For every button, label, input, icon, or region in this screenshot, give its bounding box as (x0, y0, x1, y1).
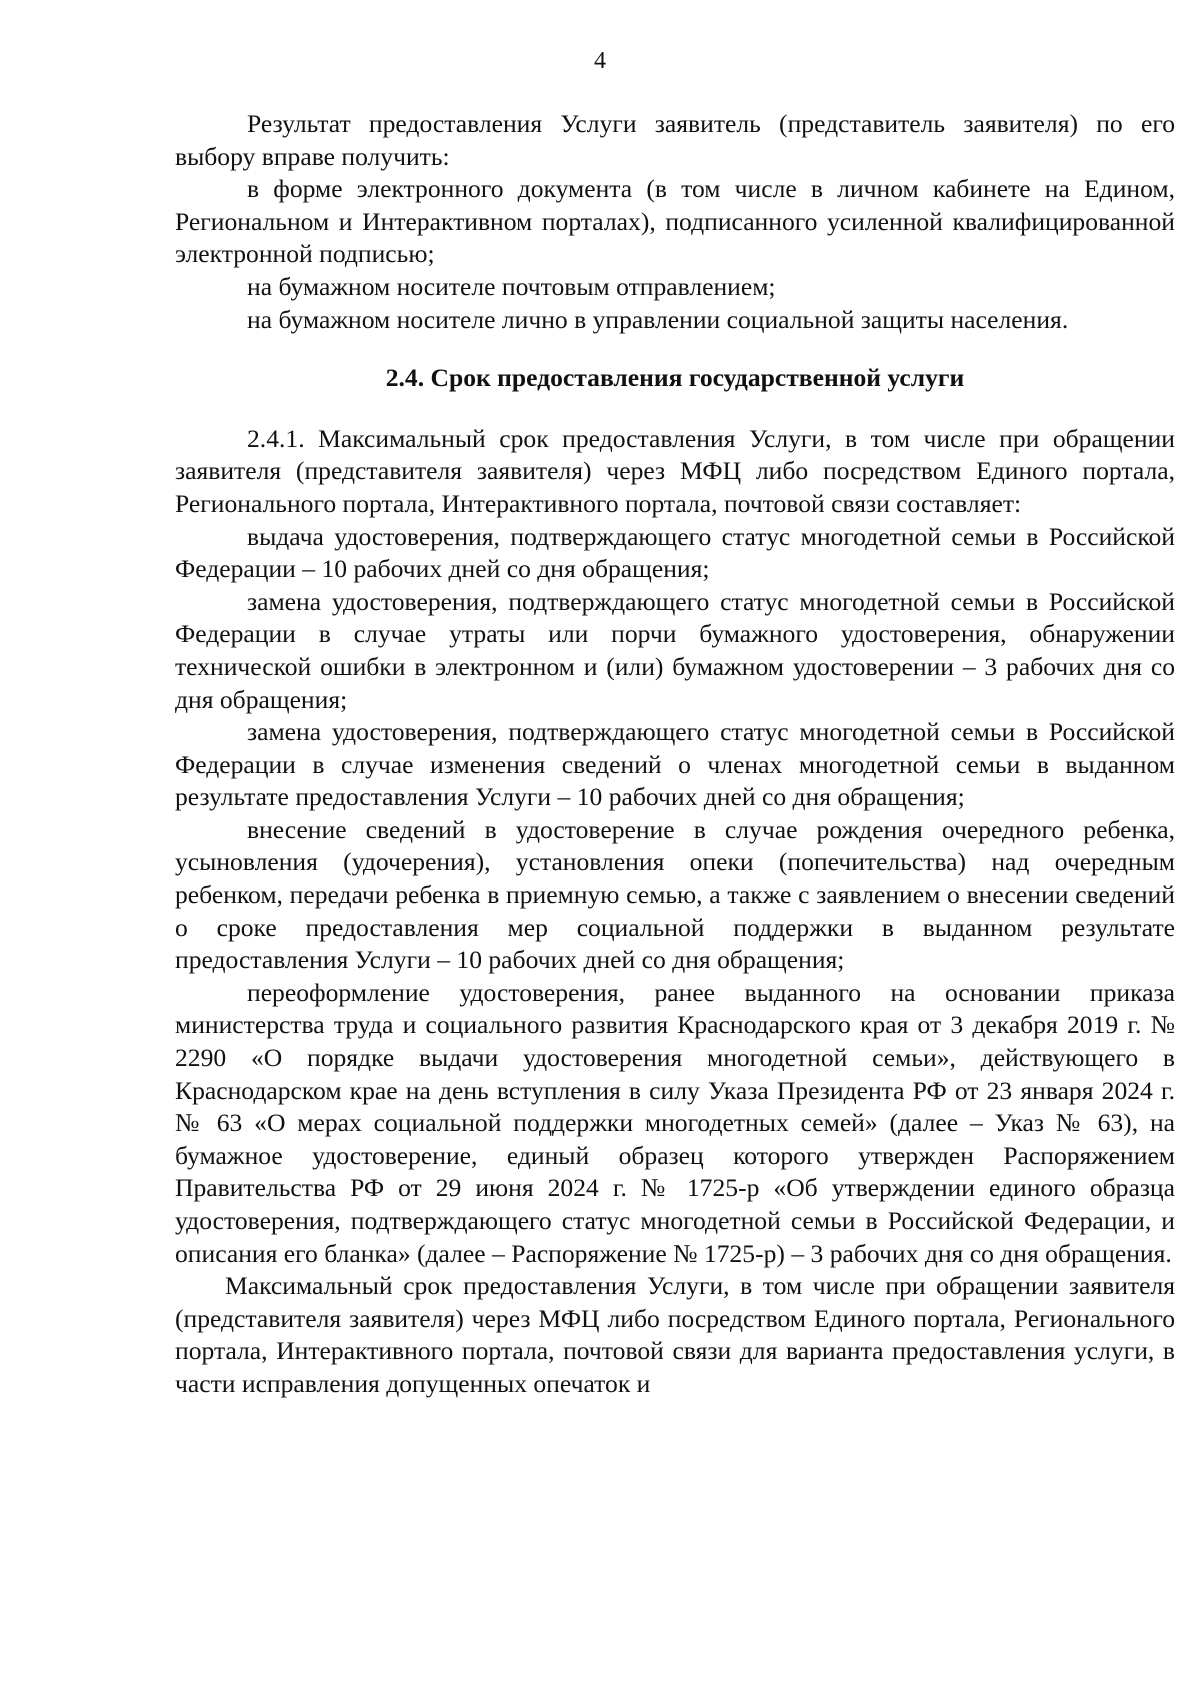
paragraph-electronic-form: в форме электронного документа (в том числе в личном кабинете на Едином, Региональном и Интерактивном порталах), подписанного усиленной квалифицированной электронной подписью; (175, 174, 1175, 269)
paragraph-personal-delivery: на бумажном носителе лично в управлении социальной защиты населения. (247, 304, 1069, 334)
paragraph-postal-delivery: на бумажном носителе почтовым отправлением; (247, 271, 776, 301)
paragraph-result-options: Результат предоставления Услуги заявитель (представитель заявителя) по его выбору вправе получить: (175, 109, 1175, 171)
paragraph-issuance: выдача удостоверения, подтверждающего статус многодетной семьи в Российской Федерации – 10 рабочих дней со дня обращения; (175, 521, 1175, 584)
document-body (175, 108, 1175, 1401)
section-heading: 2.4. Срок предоставления государственной услуги (385, 363, 965, 393)
paragraph-replacement-change: замена удостоверения, подтверждающего статус многодетной семьи в Российской Федерации в случае изменения сведений о членах многодетной семьи в выданном результате предоставления Услуги – 10 рабочих дней со дня обращения; (175, 717, 1175, 812)
paragraph-reissue: переоформление удостоверения, ранее выданного на основании приказа министерства труда и социального развития Краснодарского края от 3 декабря 2019 г. № 2290 «О порядке выдачи удостоверения многодетной семьи», действующего в Краснодарском крае на день вступления в силу Указа Президента РФ от 23 января 2024 г. № 63 «О мерах социальной поддержки многодетных семей» (далее – Указ № 63), на бумажное удостоверение, единый образец которого утвержден Распоряжением Правительства РФ от 29 июня 2024 г. № 1725-р «Об утверждении единого образца удостоверения, подтверждающего статус многодетной семьи в Российской Федерации, и описания его бланка» (далее – Распоряжение № 1725-р) – 3 рабочих дня со дня обращения. (175, 977, 1175, 1268)
paragraph-adding-info: внесение сведений в удостоверение в случае рождения очередного ребенка, усыновления (удочерения), установления опеки (попечительства) над очередным ребенком, передачи ребенка в приемную семью, а также с заявлением о внесении сведений о сроке предоставления мер социальной поддержки в выданном результате предоставления Услуги – 10 рабочих дней со дня обращения; (175, 814, 1175, 975)
paragraph-max-term: 2.4.1. Максимальный срок предоставления Услуги, в том числе при обращении заявителя (представителя заявителя) через МФЦ либо посредством Единого портала, Регионального портала, Интерактивного портала, почтовой связи составляет: (175, 423, 1175, 518)
paragraph-max-term-corrections: Максимальный срок предоставления Услуги, в том числе при обращении заявителя (представителя заявителя) через МФЦ либо посредством Единого портала, Регионального портала, Интерактивного портала, почтовой связи для варианта предоставления услуги, в части исправления допущенных опечаток и (175, 1271, 1175, 1398)
paragraph-replacement-loss: замена удостоверения, подтверждающего статус многодетной семьи в Российской Федерации в случае утраты или порчи бумажного удостоверения, обнаружении технической ошибки в электронном и (или) бумажном удостоверении – 3 рабочих дня со дня обращения; (175, 586, 1175, 714)
page-number: 4 (594, 48, 606, 74)
